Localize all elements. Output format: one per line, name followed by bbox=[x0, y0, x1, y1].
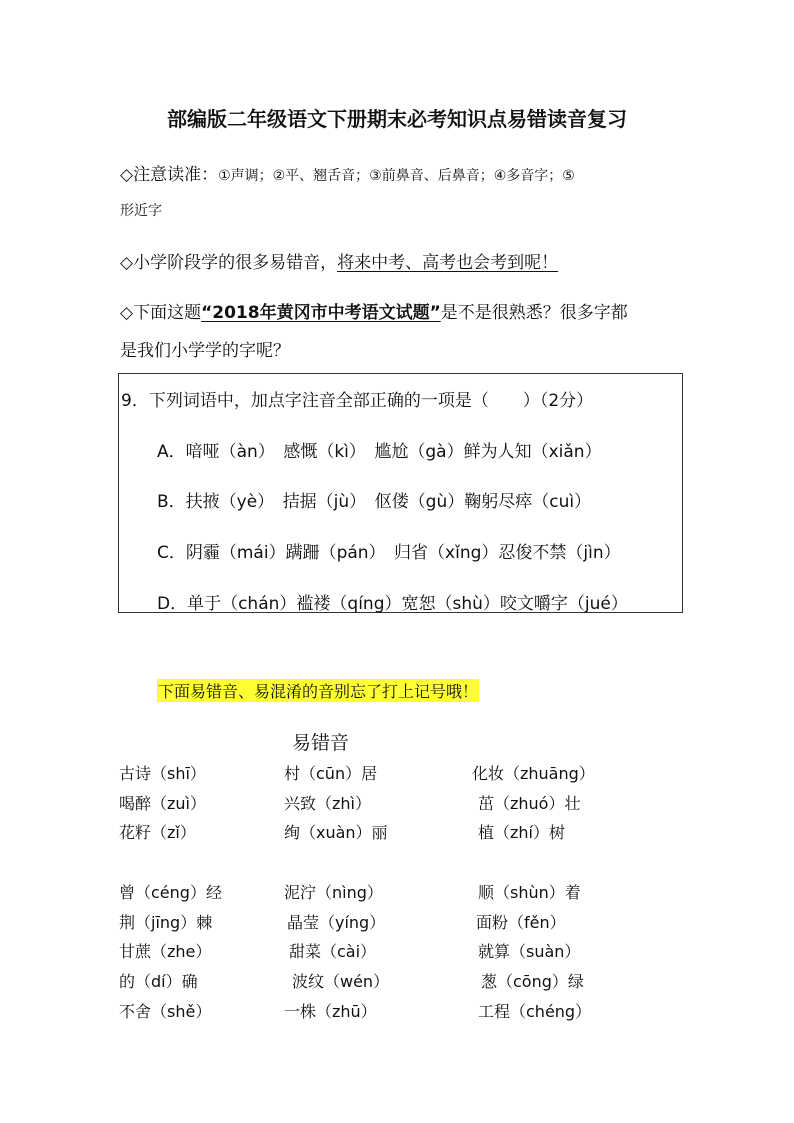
note-exam-reminder bbox=[120, 248, 558, 273]
word-item: 荆（jīng）棘 bbox=[119, 913, 213, 932]
word-item: 茁（zhuó）壮 bbox=[478, 794, 581, 813]
word-item: 晶莹（yíng） bbox=[287, 913, 386, 932]
word-item: 化妆（zhuāng） bbox=[472, 764, 595, 783]
note-pronunciation-tips bbox=[120, 160, 575, 185]
word-item: 古诗（shī） bbox=[119, 764, 206, 783]
word-item: 绚（xuàn）丽 bbox=[284, 823, 388, 842]
word-item: 一株（zhū） bbox=[284, 1002, 377, 1021]
note2-underlined: 将来中考、高考也会考到呢！ bbox=[337, 253, 559, 273]
word-item: 兴致（zhì） bbox=[284, 794, 371, 813]
note3-quote: “2018年黄冈市中考语文试题” bbox=[201, 303, 441, 323]
word-item: 工程（chéng） bbox=[478, 1002, 592, 1021]
question-option-b: B．扶掖（yè） 拮据（jù） 伛偻（gù）鞠躬尽瘁（cuì） bbox=[157, 492, 592, 512]
note1-items: ①声调；②平、翘舌音；③前鼻音、后鼻音；④多音字；⑤ bbox=[218, 168, 575, 184]
note2-prefix: ◇小学阶段学的很多易错音， bbox=[120, 253, 338, 273]
page-title: 部编版二年级语文下册期末必考知识点易错读音复习 bbox=[167, 107, 627, 131]
word-item: 甜菜（cài） bbox=[289, 942, 377, 961]
note3-line2: 是我们小学学的字呢？ bbox=[120, 341, 290, 361]
question-option-a: A．喑哑（àn） 感慨（kì） 尴尬（gà）鲜为人知（xiǎn） bbox=[157, 442, 602, 462]
highlight-reminder: 下面易错音、易混淆的音别忘了打上记号哦！ bbox=[157, 679, 479, 702]
word-item: 村（cūn）居 bbox=[284, 764, 378, 783]
exam-question-box bbox=[118, 373, 683, 613]
word-item: 面粉（fěn） bbox=[476, 913, 566, 932]
note1-prefix: ◇注意读准： bbox=[120, 165, 219, 185]
word-item: 泥泞（nìng） bbox=[284, 883, 383, 902]
word-item: 植（zhí）树 bbox=[478, 823, 565, 842]
word-item: 喝醉（zuì） bbox=[119, 794, 206, 813]
word-item: 甘蔗（zhe） bbox=[119, 942, 212, 961]
note-exam-question-intro bbox=[120, 298, 628, 323]
word-item: 就算（suàn） bbox=[478, 942, 581, 961]
question-stem: 9．下列词语中，加点字注音全部正确的一项是（ ）（2分） bbox=[121, 391, 594, 411]
word-item: 顺（shùn）着 bbox=[478, 883, 581, 902]
question-option-d: D．单于（chán）褴褛（qíng）宽恕（shù）咬文嚼字（jué） bbox=[157, 594, 628, 614]
word-item: 花籽（zǐ） bbox=[119, 823, 196, 842]
word-item: 不舍（shě） bbox=[119, 1002, 212, 1021]
note3-prefix: ◇下面这题 bbox=[120, 303, 202, 323]
word-item: 波纹（wén） bbox=[292, 972, 390, 991]
word-item: 曾（céng）经 bbox=[119, 883, 222, 902]
note1-wrap: 形近字 bbox=[120, 203, 162, 219]
question-option-c: C．阴霾（mái）蹒跚（pán） 归省（xǐng）忍俊不禁（jìn） bbox=[157, 543, 621, 563]
word-item: 的（dí）确 bbox=[119, 972, 198, 991]
word-item: 葱（cōng）绿 bbox=[481, 972, 584, 991]
note3-suffix: 是不是很熟悉？很多字都 bbox=[440, 303, 628, 323]
section-title: 易错音 bbox=[292, 732, 350, 754]
